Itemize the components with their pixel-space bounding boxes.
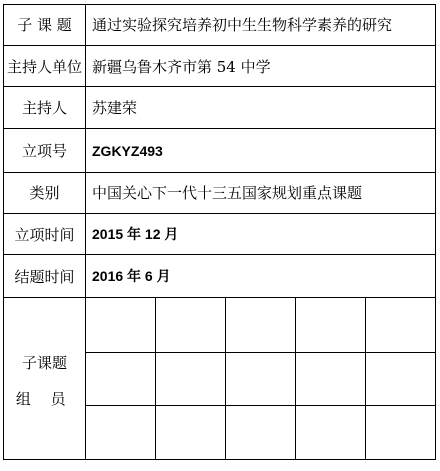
subtopic-label: 子 课 题 <box>4 5 86 46</box>
host-unit-label: 主持人单位 <box>4 45 86 87</box>
category-value: 中国关心下一代十三五国家规划重点课题 <box>86 172 436 213</box>
row-host-unit <box>4 45 436 87</box>
host-unit-value: 新疆乌鲁木齐市第 54 中学 <box>86 45 436 87</box>
member-cell <box>226 405 296 459</box>
host-label: 主持人 <box>4 87 86 129</box>
member-cell <box>226 298 296 353</box>
host-value: 苏建荣 <box>86 87 436 129</box>
member-cell <box>366 298 436 353</box>
member-cell <box>156 353 226 405</box>
member-cell <box>366 405 436 459</box>
members-label-line1: 子课题 <box>21 353 67 372</box>
member-cell <box>296 298 366 353</box>
row-end-date <box>4 255 436 298</box>
member-cell <box>156 405 226 459</box>
member-cell <box>296 353 366 405</box>
project-number-value: ZGKYZ493 <box>86 129 436 173</box>
end-date-value: 2016 年 6 月 <box>86 255 436 298</box>
members-label-line2: 组 员 <box>15 389 74 408</box>
member-cell <box>86 353 156 405</box>
members-row <box>4 298 436 353</box>
row-project-number <box>4 129 436 173</box>
member-cell <box>296 405 366 459</box>
member-cell <box>366 353 436 405</box>
start-date-label: 立项时间 <box>4 213 86 255</box>
member-cell <box>86 298 156 353</box>
end-date-label: 结题时间 <box>4 255 86 298</box>
subtopic-value: 通过实验探究培养初中生生物科学素养的研究 <box>86 5 436 46</box>
row-subtopic <box>4 5 436 46</box>
row-category <box>4 172 436 213</box>
project-number-label: 立项号 <box>4 129 86 173</box>
member-cell <box>156 298 226 353</box>
member-cell <box>226 353 296 405</box>
project-info-table <box>3 4 436 460</box>
row-host <box>4 87 436 129</box>
member-cell <box>86 405 156 459</box>
category-label: 类别 <box>4 172 86 213</box>
members-label <box>4 298 86 460</box>
start-date-value: 2015 年 12 月 <box>86 213 436 255</box>
row-start-date <box>4 213 436 255</box>
